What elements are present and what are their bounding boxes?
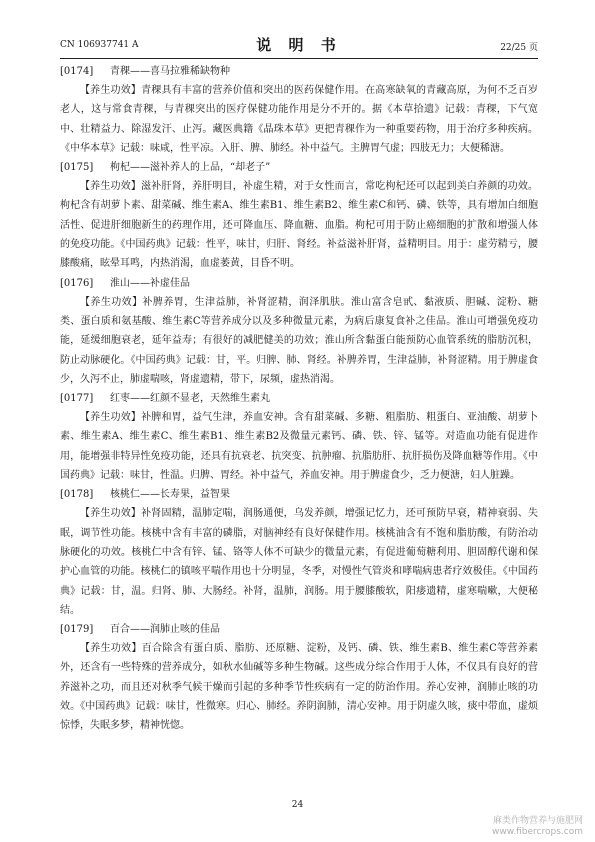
section-heading <box>60 62 538 81</box>
effect-text: 补脾和胃，益气生津，养血安神。含有甜菜碱、多糖、粗脂肪、粗蛋白、亚油酸、胡萝卜素、维生素A、维生素C、维生素B1、维生素B2及微量元素钙、磷、铁、锌、锰等。对造血功能有促进作用，能增强非特异性免疫功能，还具有抗衰老、抗突变、抗肿瘤、抗脂肪肝、抗肝损伤及降血糖等作用。《中国药典》记载：味甘，性温。归脾、胃经。补中益气，养血安神。用于脾虚食少，乏力便溏，妇人脏躁。 <box>60 412 539 482</box>
effect-label: 【养生功效】 <box>80 296 143 308</box>
section-paragraph <box>60 504 538 620</box>
section-title: 淮山——补虚佳品 <box>110 277 190 289</box>
document-title: 说 明 书 <box>256 36 342 54</box>
paragraph-number: [0177] <box>60 393 94 405</box>
header-rule <box>60 58 538 59</box>
effect-text: 百合除含有蛋白质、脂肪、还原糖、淀粉，及钙、磷、铁、维生素B、维生素C等营养素外，还含有一些特殊的营养成分，如秋水仙碱等多种生物碱。这些成分综合作用于人体，不仅具有良好的营养滋补之功，而且还对秋季气候干燥而引起的多种季节性疾病有一定的防治作用。养心安神，润肺止咳的功效。《中国药典》记载：味甘，性微寒。归心、肺经。养阴润肺，清心安神。用于阴虚久咳，痰中带血，虚烦惊悸，失眠多梦，精神恍惚。 <box>60 643 539 732</box>
effect-label: 【养生功效】 <box>80 643 142 655</box>
paragraph-number: [0179] <box>60 624 94 636</box>
page-header <box>60 34 538 56</box>
paragraph-number: [0174] <box>60 66 94 77</box>
section-title: 红枣——红颜不显老，天然维生素丸 <box>110 393 270 405</box>
section-title: 青稞——喜马拉雅稀缺物种 <box>110 66 230 77</box>
paragraph-number: [0178] <box>60 489 94 501</box>
section-heading <box>60 485 538 504</box>
section-heading <box>60 158 538 177</box>
effect-label: 【养生功效】 <box>80 412 142 424</box>
effect-label: 【养生功效】 <box>80 181 142 193</box>
section-heading <box>60 620 538 639</box>
section-heading <box>60 389 538 408</box>
page-number: 24 <box>291 800 304 810</box>
effect-text: 补肾固精，温肺定喘，润肠通便，乌发养颜，增强记忆力，还可预防早衰，精神衰弱、失眠，调节性功能。核桃中含有丰富的磷脂，对脑神经有良好保健作用。核桃油含有不饱和脂肪酸，有防治动脉硬化的功效。核桃仁中含有锌、锰、铬等人体不可缺少的微量元素，有促进葡萄糖利用、胆固醇代谢和保护心血管的功能。核桃仁的镇咳平喘作用也十分明显，冬季，对慢性气管炎和哮喘病患者疗效极佳。《中国药典》记载：甘，温。归肾、肺、大肠经。补肾，温肺，润肠。用于腰膝酸软，阳痿遗精，虚寒喘嗽，大便秘结。 <box>60 508 539 616</box>
effect-text: 滋补肝肾，养肝明目，补虚生精，对于女性而言，常吃枸杞还可以起到美白养颜的功效。枸杞含有胡萝卜素、甜菜碱、维生素A、维生素B1、维生素B2、维生素C和钙、磷、铁等，具有增加白细胞活性、促进肝细胞新生的药理作用，还可降血压、降血糖、血脂。枸杞可用于防止癌细胞的扩散和增强人体的免疫功能。《中国药典》记载：性平，味甘，归肝、肾经。补益滋补肝肾，益精明目。用于：虚劳精亏，腰膝酸痛，眩晕耳鸣，内热消渴，血虚萎黄，目昏不明。 <box>60 181 539 270</box>
effect-label: 【养生功效】 <box>80 508 142 520</box>
section-heading <box>60 274 538 293</box>
paragraph-number: [0175] <box>60 162 94 174</box>
section-paragraph <box>60 177 538 273</box>
effect-text: 补脾养胃，生津益肺，补肾涩精，润泽肌肤。淮山富含皂甙、黏液质、胆碱、淀粉、糖类、蛋白质和氨基酸、维生素C等营养成分以及多种微量元素，为病后康复食补之佳品。淮山可增强免疫功能，延缓细胞衰老，延年益寿；有很好的减肥健美的功效；淮山所含黏蛋白能预防心血管系统的脂肪沉积，防止动脉硬化。《中国药典》记载：甘，平。归脾、肺、肾经。补脾养胃，生津益肺，补肾涩精。用于脾虚食少，久泻不止，肺虚喘咳，肾虚遗精，带下，尿频，虚热消渴。 <box>60 296 539 385</box>
section-paragraph <box>60 81 538 158</box>
section-paragraph <box>60 293 538 389</box>
section-title: 百合——润肺止咳的佳品 <box>110 624 220 636</box>
document-body <box>60 62 538 736</box>
section-title: 枸杞——滋补养人的上品，“却老子” <box>110 162 271 174</box>
effect-text: 青稞具有丰富的营养价值和突出的医药保健作用。在高寒缺氧的青藏高原，为何不乏百岁老人，这与常食青稞，与青稞突出的医疗保健功能作用是分不开的。据《本草拾遗》记载：青稞，下气宽中、壮精益力、除湿发汗、止泻。藏医典籍《晶珠本草》更把青稞作为一种重要药物，用于治疗多种疾病。《中华本草》记载：味咸，性平凉。入肝、脾、肺经。补中益气。主脾胃气虚；四肢无力；大便稀溏。 <box>60 85 539 154</box>
section-paragraph <box>60 408 538 485</box>
watermark-line-1: 麻类作物营养与施肥网 <box>492 816 583 826</box>
paragraph-number: [0176] <box>60 277 94 289</box>
page-info: 22/25 页 <box>500 43 538 53</box>
watermark-line-2: www.fibercrops.com <box>492 827 583 837</box>
watermark <box>492 816 583 838</box>
section-paragraph <box>60 639 538 735</box>
publication-number: CN 106937741 A <box>60 40 139 50</box>
section-title: 核桃仁——长寿果，益智果 <box>110 489 230 501</box>
effect-label: 【养生功效】 <box>80 85 142 96</box>
